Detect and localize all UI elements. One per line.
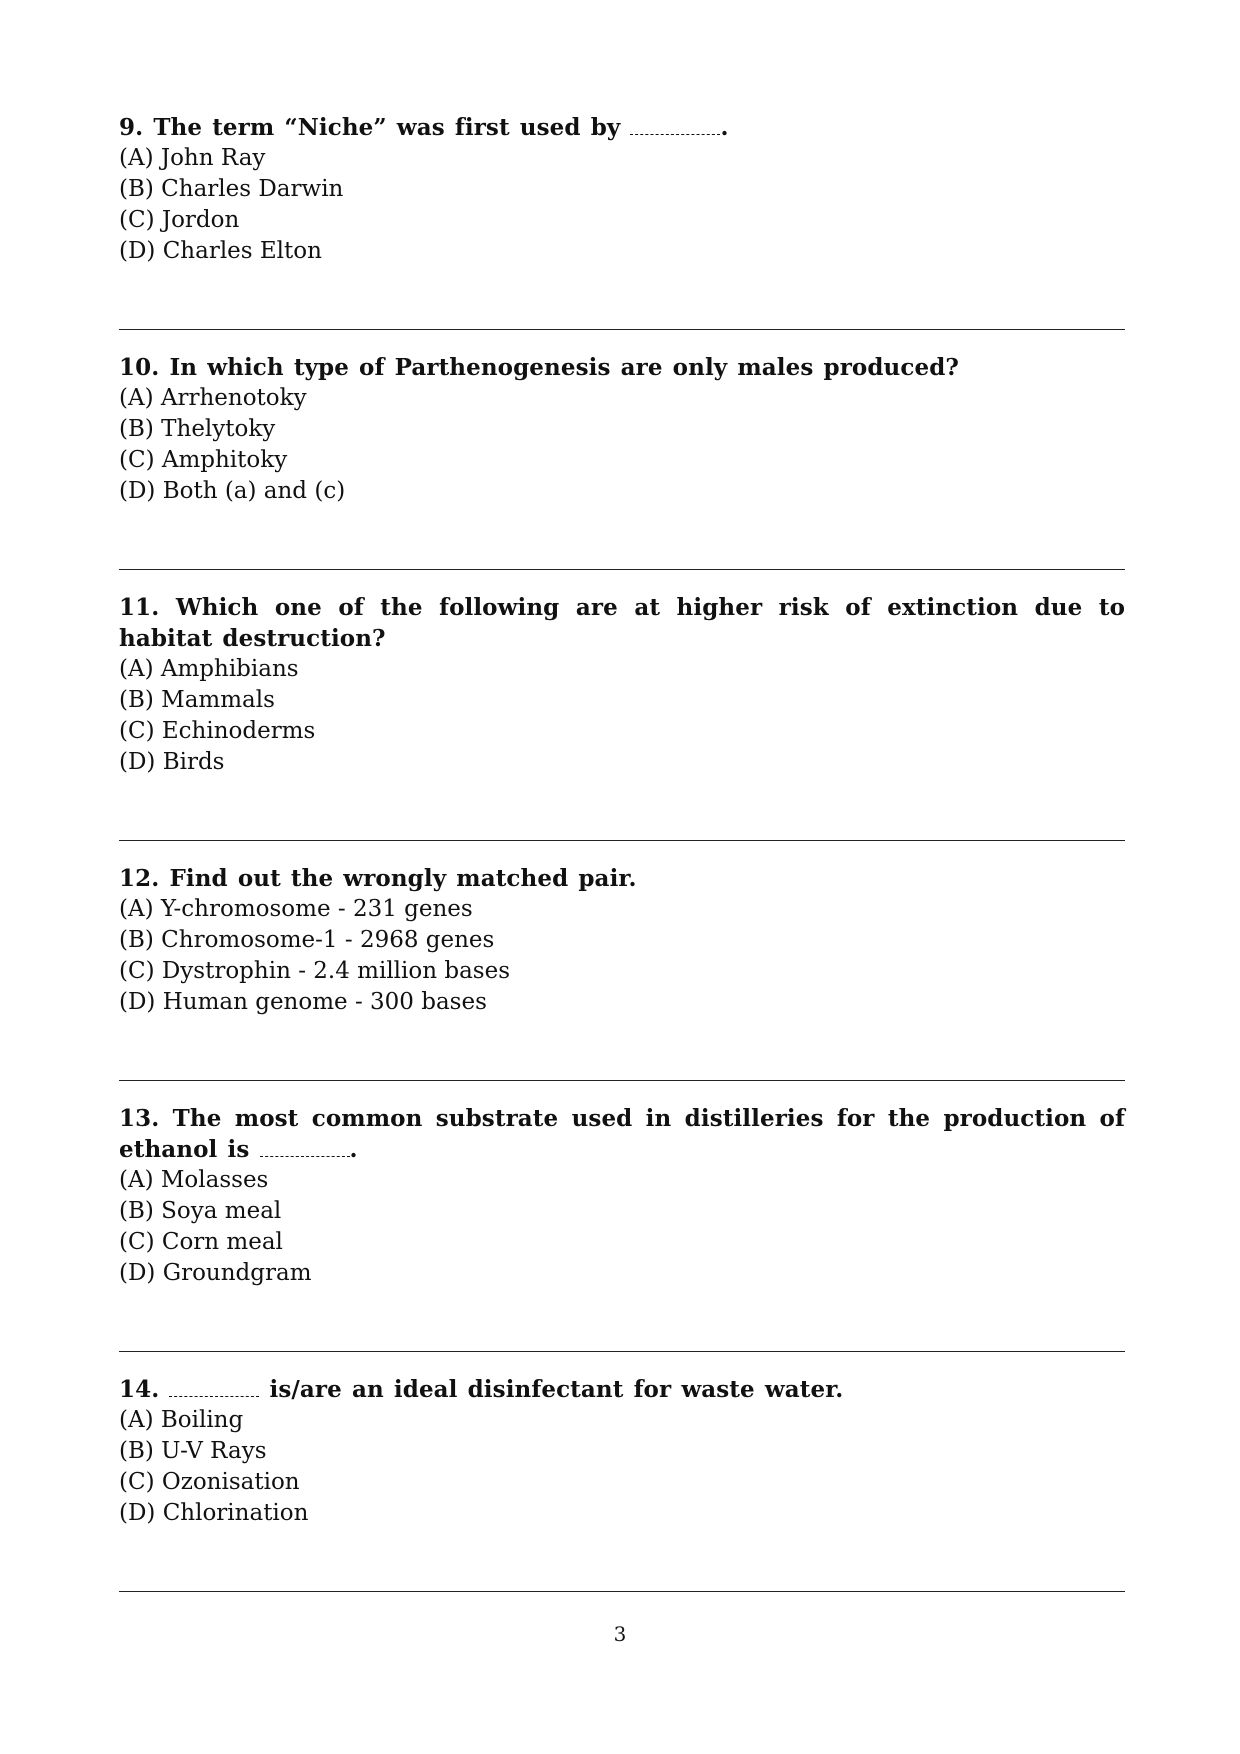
question-number: 9. xyxy=(119,114,144,141)
fill-in-blank xyxy=(260,1142,350,1157)
question-page xyxy=(119,112,1125,1592)
option-b: (B) U-V Rays xyxy=(119,1438,267,1464)
question-14 xyxy=(119,1374,1125,1529)
option-d: (D) Chlorination xyxy=(119,1500,309,1526)
question-number: 14. xyxy=(119,1376,160,1403)
question-11 xyxy=(119,592,1125,778)
option-a: (A) Y-chromosome - 231 genes xyxy=(119,896,473,922)
question-text xyxy=(119,112,1125,143)
divider xyxy=(119,329,1125,330)
option-c: (C) Amphitoky xyxy=(119,447,288,473)
question-text xyxy=(119,352,1125,383)
option-d: (D) Birds xyxy=(119,749,225,775)
divider xyxy=(119,1080,1125,1081)
question-text xyxy=(119,592,1125,654)
question-text-after: . xyxy=(720,114,729,141)
option-b: (B) Chromosome-1 - 2968 genes xyxy=(119,927,495,953)
option-c: (C) Ozonisation xyxy=(119,1469,300,1495)
option-c: (C) Dystrophin - 2.4 million bases xyxy=(119,958,511,984)
question-text-before: The most common substrate used in distilleries for the production of ethanol is xyxy=(119,1105,1125,1163)
question-number: 10. xyxy=(119,354,160,381)
fill-in-blank xyxy=(169,1382,259,1397)
option-c: (C) Echinoderms xyxy=(119,718,316,744)
divider xyxy=(119,569,1125,570)
option-b: (B) Thelytoky xyxy=(119,416,276,442)
question-text xyxy=(119,1103,1125,1165)
question-text-before: The term “Niche” was first used by xyxy=(153,114,621,141)
option-d: (D) Charles Elton xyxy=(119,238,322,264)
option-a: (A) John Ray xyxy=(119,145,266,171)
option-d: (D) Human genome - 300 bases xyxy=(119,989,487,1015)
option-list xyxy=(119,1405,1125,1529)
question-text-after: . xyxy=(349,1136,358,1163)
option-c: (C) Corn meal xyxy=(119,1229,283,1255)
divider xyxy=(119,1351,1125,1352)
divider xyxy=(119,1591,1125,1592)
question-text xyxy=(119,1374,1125,1405)
page-number: 3 xyxy=(613,1622,627,1646)
question-text xyxy=(119,863,1125,894)
option-b: (B) Mammals xyxy=(119,687,275,713)
option-a: (A) Arrhenotoky xyxy=(119,385,307,411)
question-number: 12. xyxy=(119,865,160,892)
option-list xyxy=(119,894,1125,1018)
option-list xyxy=(119,654,1125,778)
question-12 xyxy=(119,863,1125,1018)
option-c: (C) Jordon xyxy=(119,207,240,233)
option-list xyxy=(119,143,1125,267)
option-d: (D) Both (a) and (c) xyxy=(119,478,346,504)
question-text-after: is/are an ideal disinfectant for waste water. xyxy=(269,1376,844,1403)
question-text-body: Which one of the following are at higher risk of extinction due to habitat destruction? xyxy=(119,594,1126,652)
question-9 xyxy=(119,112,1125,267)
option-b: (B) Soya meal xyxy=(119,1198,282,1224)
question-text-body: In which type of Parthenogenesis are only males produced? xyxy=(169,354,959,381)
question-13 xyxy=(119,1103,1125,1289)
question-number: 13. xyxy=(119,1105,160,1132)
option-list xyxy=(119,383,1125,507)
option-a: (A) Molasses xyxy=(119,1167,269,1193)
option-a: (A) Amphibians xyxy=(119,656,299,682)
option-a: (A) Boiling xyxy=(119,1407,244,1433)
option-b: (B) Charles Darwin xyxy=(119,176,344,202)
question-number: 11. xyxy=(119,594,160,621)
divider xyxy=(119,840,1125,841)
option-d: (D) Groundgram xyxy=(119,1260,312,1286)
option-list xyxy=(119,1165,1125,1289)
fill-in-blank xyxy=(630,120,720,135)
question-10 xyxy=(119,352,1125,507)
question-text-body: Find out the wrongly matched pair. xyxy=(169,865,637,892)
